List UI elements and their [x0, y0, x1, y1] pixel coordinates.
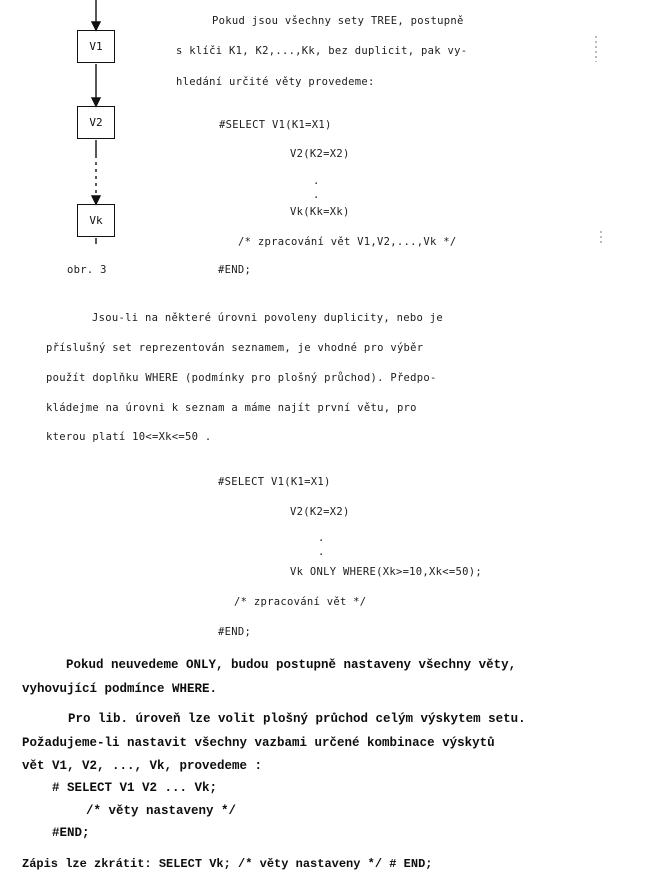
code3-end: #END;: [52, 826, 90, 840]
para3-line-2: vyhovující podmínce WHERE.: [22, 682, 218, 696]
code2-end: #END;: [218, 626, 252, 638]
code2-comment: /* zpracování vět */: [234, 596, 367, 608]
diagram-node-v2: V2: [77, 106, 115, 139]
code2-v2: V2(K2=X2): [290, 506, 350, 518]
code1-ellipsis-dot-2: .: [313, 189, 320, 201]
para2-line-5: kterou platí 10<=Xk<=50 .: [46, 431, 212, 443]
code1-ellipsis-dot-1: .: [313, 175, 320, 187]
para4-line-2: Požadujeme-li nastavit všechny vazbami určené kombinace výskytů: [22, 736, 495, 750]
code1-comment: /* zpracování vět V1,V2,...,Vk */: [238, 236, 457, 248]
para4-line-1: Pro lib. úroveň lze volit plošný průchod celým výskytem setu.: [68, 712, 526, 726]
arrowhead-vk: [92, 196, 100, 204]
diagram-node-vk: Vk: [77, 204, 115, 237]
intro-line-1: Pokud jsou všechny sety TREE, postupně: [212, 15, 464, 27]
code1-end: #END;: [218, 264, 252, 276]
arrowhead-top: [92, 22, 100, 30]
code1-select: #SELECT V1(K1=X1): [219, 119, 332, 131]
code2-vk-where: Vk ONLY WHERE(Xk>=10,Xk<=50);: [290, 566, 483, 578]
para3-line-1: Pokud neuvedeme ONLY, budou postupně nastaveny všechny věty,: [66, 658, 517, 672]
figure-caption: obr. 3: [67, 264, 107, 276]
para2-line-2: příslušný set reprezentován seznamem, je vhodné pro výběr: [46, 342, 424, 354]
diagram-node-v1: V1: [77, 30, 115, 63]
code1-vk: Vk(Kk=Xk): [290, 206, 350, 218]
intro-line-3: hledání určité věty provedeme:: [176, 76, 375, 88]
code2-ellipsis-dot-2: .: [318, 546, 325, 558]
code3-comment: /* věty nastaveny */: [86, 804, 237, 818]
intro-line-2: s klíči K1, K2,...,Kk, bez duplicit, pak vy-: [176, 45, 468, 57]
para2-line-3: použít doplňku WHERE (podmínky pro plošný průchod). Předpo-: [46, 372, 437, 384]
code1-v2: V2(K2=X2): [290, 148, 350, 160]
code2-select: #SELECT V1(K1=X1): [218, 476, 331, 488]
para2-line-1: Jsou-li na některé úrovni povoleny duplicity, nebo je: [92, 312, 443, 324]
para4-line-3: vět V1, V2, ..., Vk, provedeme :: [22, 759, 263, 773]
footer-line: Zápis lze zkrátit: SELECT Vk; /* věty nastaveny */ # END;: [22, 857, 433, 871]
arrowhead-v2: [92, 98, 100, 106]
code3-select: # SELECT V1 V2 ... Vk;: [52, 781, 218, 795]
code2-ellipsis-dot-1: .: [318, 532, 325, 544]
para2-line-4: kládejme na úrovni k seznam a máme najít první větu, pro: [46, 402, 417, 414]
